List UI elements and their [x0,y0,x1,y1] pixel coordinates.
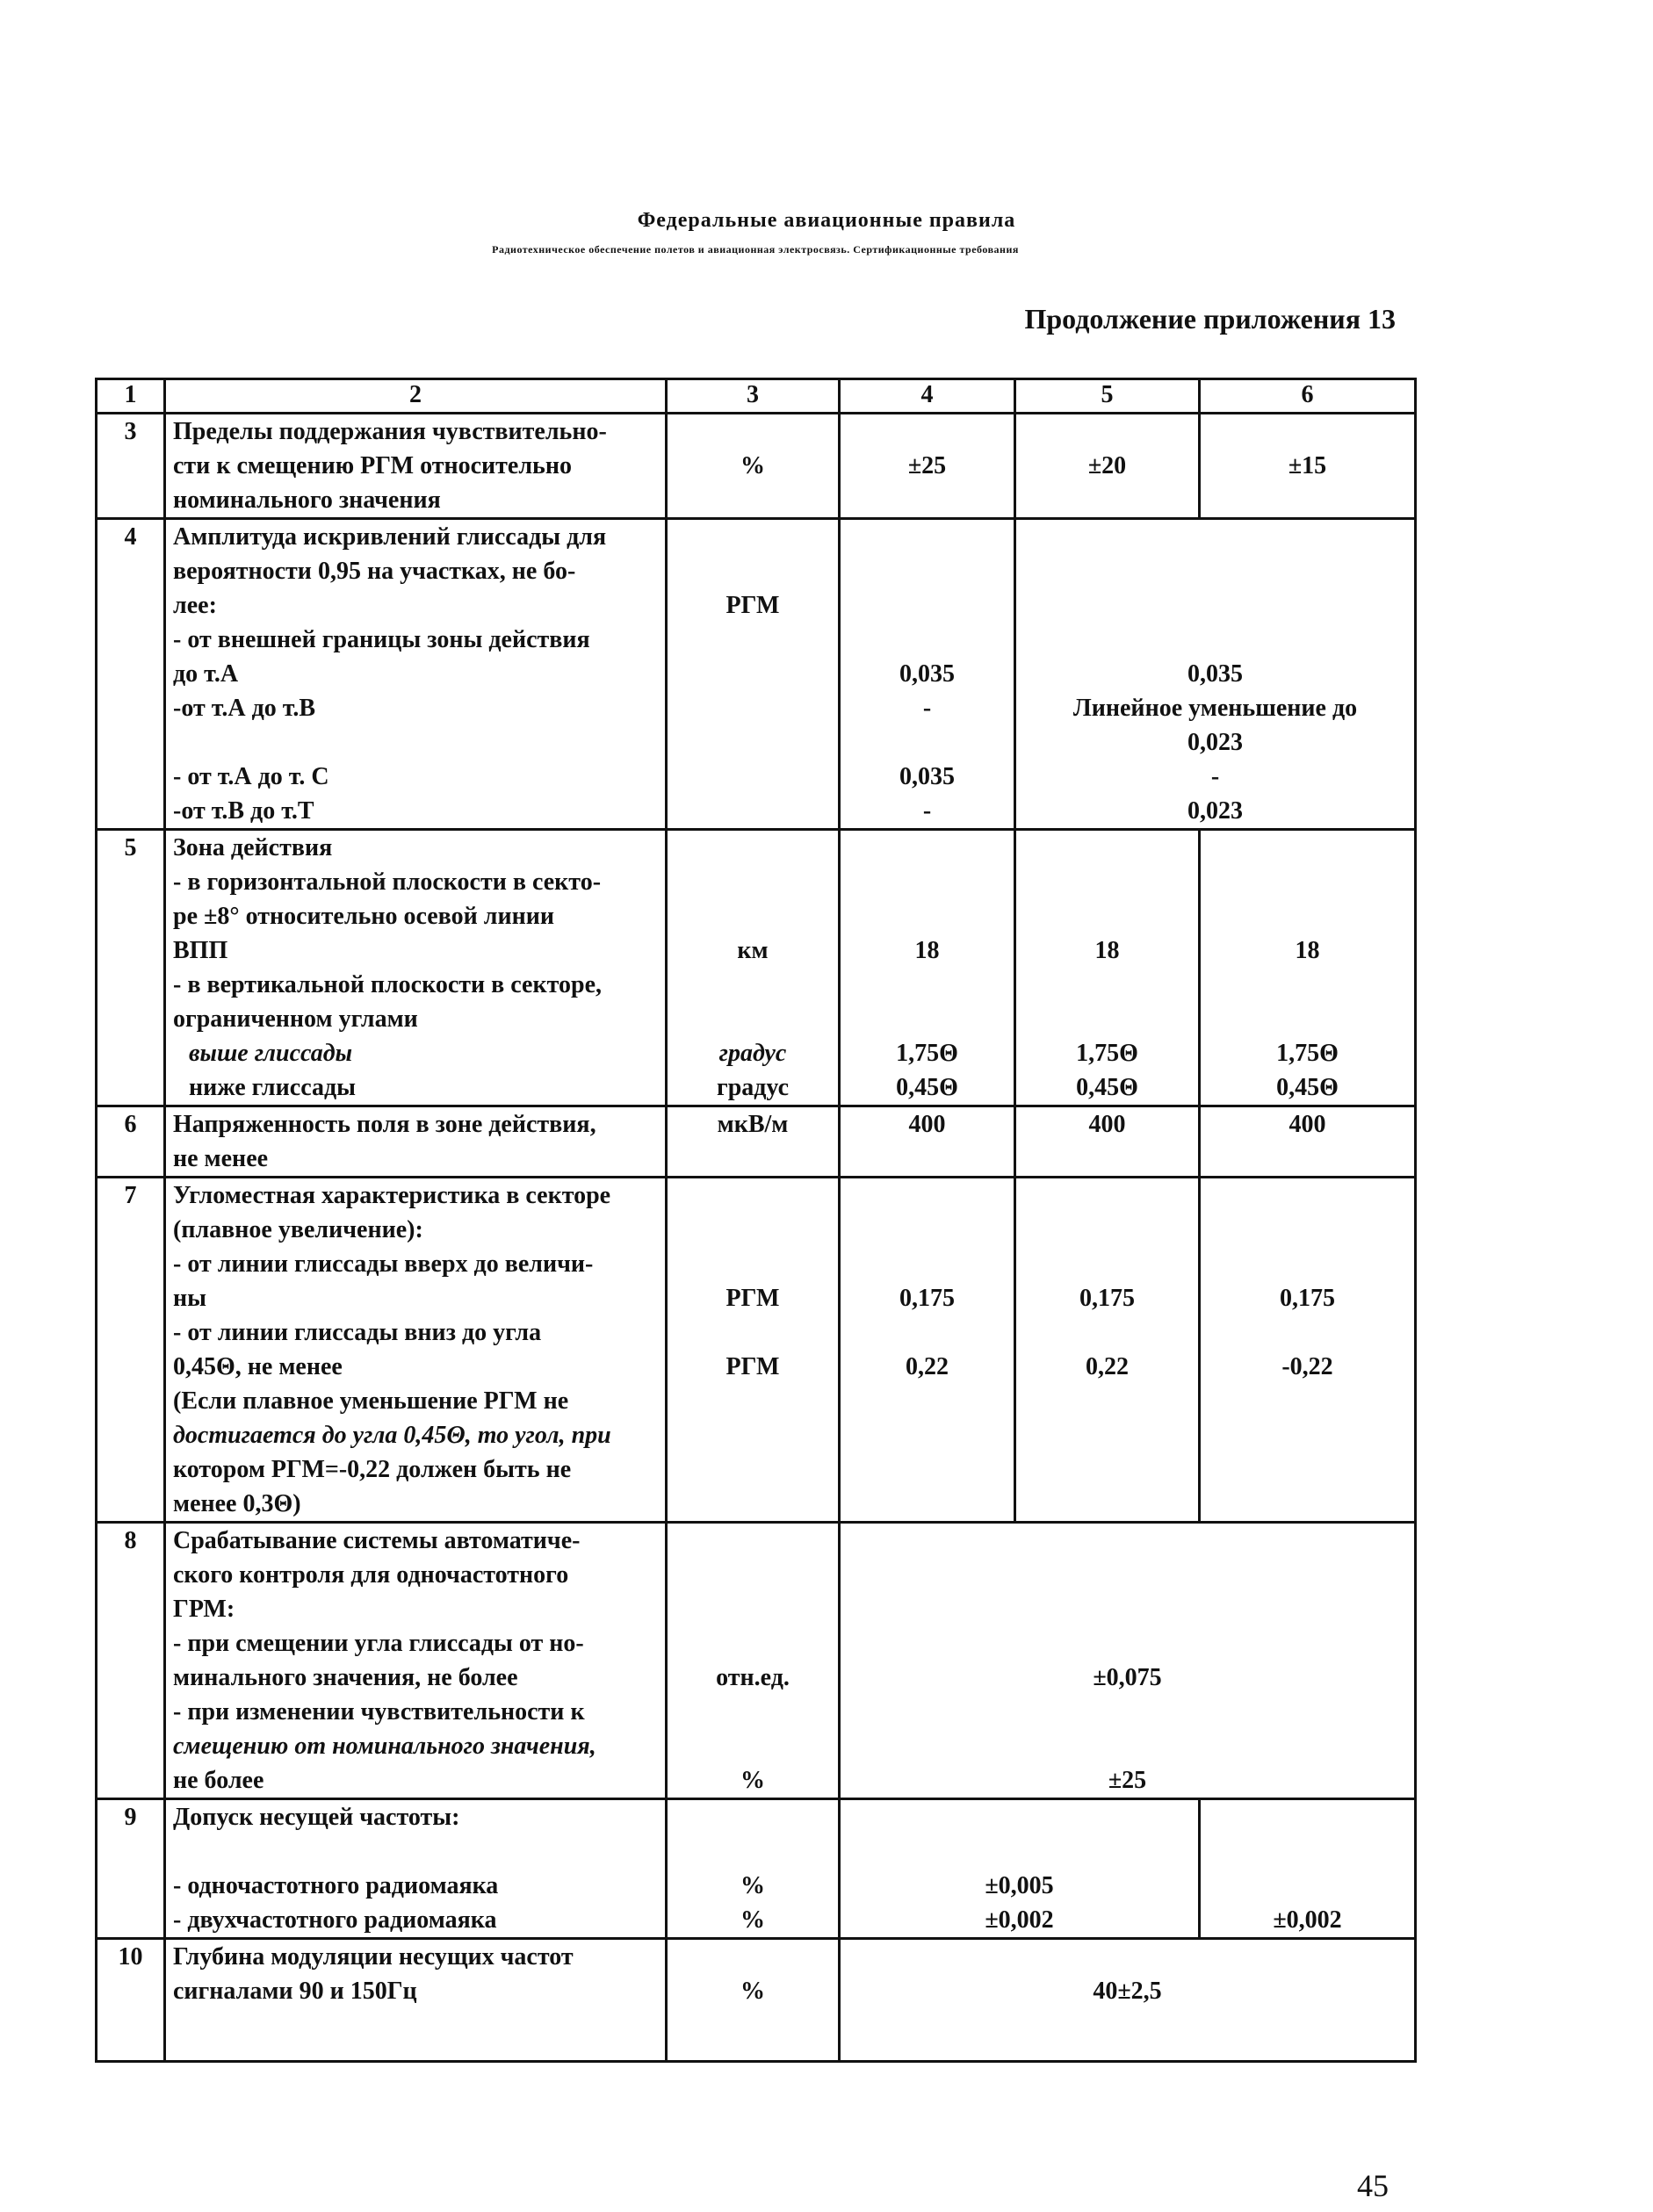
row-number: 8 [97,1523,165,1799]
table-row [97,1106,1416,1178]
unit-cell: км градус градус [667,830,840,1106]
value-cell: 400 [1015,1106,1200,1178]
row-description: Амплитуда искривлений глиссады для вероятности 0,95 на участках, не бо- лее: - от внешней границы зоны действия до т.А -от т.А до т.В - от т.А до т. С -от т.В до т.Т [165,519,667,830]
unit-cell: мкВ/м [667,1106,840,1178]
merged-value-cell: ±0,075 ±25 [840,1523,1416,1799]
row-number: 7 [97,1178,165,1523]
row-description: Пределы поддержания чувствительно- сти к смещению РГМ относительно номинального значения [165,414,667,519]
value-cell: 400 [1200,1106,1416,1178]
table-row [97,414,1416,519]
merged-value-cell: ±0,005 ±0,002 [840,1799,1200,1939]
row-description: Угломестная характеристика в секторе (плавное увеличение): - от линии глиссады вверх до величи- ны - от линии глиссады вниз до угла 0,45Θ, не менее (Если плавное уменьшение РГМ не достигается до угла 0,45Θ, то угол, при котором РГМ=-0,22 должен быть не менее 0,3Θ) [165,1178,667,1523]
row-description: Глубина модуляции несущих частот сигналами 90 и 150Гц [165,1939,667,2062]
table-header-row [97,379,1416,414]
unit-cell: отн.ед. % [667,1523,840,1799]
row-description: Допуск несущей частоты: - одночастотного радиомаяка - двухчастотного радиомаяка [165,1799,667,1939]
column-header: 3 [667,379,840,414]
table-row [97,519,1416,830]
value-cell: ±20 [1015,414,1200,519]
column-header: 4 [840,379,1015,414]
unit-cell: РГМ [667,519,840,830]
table-row [97,1523,1416,1799]
row-number: 6 [97,1106,165,1178]
value-cell: 18 1,75Θ 0,45Θ [840,830,1015,1106]
table-row [97,1799,1416,1939]
value-cell: ±15 [1200,414,1416,519]
unit-cell: % % [667,1799,840,1939]
row-number: 9 [97,1799,165,1939]
value-cell: 0,175 0,22 [840,1178,1015,1523]
row-description: Напряженность поля в зоне действия, не менее [165,1106,667,1178]
unit-cell: РГМ РГМ [667,1178,840,1523]
value-cell: ±25 [840,414,1015,519]
value-cell: 0,035 - 0,035 - [840,519,1015,830]
value-cell: 0,175 -0,22 [1200,1178,1416,1523]
row-description: Срабатывание системы автоматиче- ского контроля для одночастотного ГРМ: - при смещении угла глиссады от но- минального значения, не более - при изменении чувствительности к смещению от номинального значения, не более [165,1523,667,1799]
appendix-continuation: Продолжение приложения 13 [1024,303,1396,335]
row-number: 3 [97,414,165,519]
merged-value-cell: 40±2,5 [840,1939,1416,2062]
column-header: 1 [97,379,165,414]
document-title: Федеральные авиационные правила [637,209,1016,232]
merged-value-cell: 0,035 Линейное уменьшение до 0,023 - 0,023 [1015,519,1416,830]
value-cell: 0,175 0,22 [1015,1178,1200,1523]
row-number: 10 [97,1939,165,2062]
page-number: 45 [1357,2168,1389,2203]
column-header: 5 [1015,379,1200,414]
table-row [97,1939,1416,2062]
value-cell: 400 [840,1106,1015,1178]
document-subtitle: Радиотехническое обеспечение полетов и авиационная электросвязь. Сертификационные требования [492,243,1019,256]
value-cell: ±0,002 [1200,1799,1416,1939]
row-number: 5 [97,830,165,1106]
requirements-table [95,378,1417,2063]
table-row [97,830,1416,1106]
column-header: 2 [165,379,667,414]
unit-cell: % [667,414,840,519]
table-row [97,1178,1416,1523]
value-cell: 18 1,75Θ 0,45Θ [1015,830,1200,1106]
row-description: Зона действия - в горизонтальной плоскости в секто- ре ±8° относительно осевой линии ВПП - в вертикальной плоскости в секторе, ограниченном углами выше глиссады ниже глиссады [165,830,667,1106]
unit-cell: % [667,1939,840,2062]
value-cell: 18 1,75Θ 0,45Θ [1200,830,1416,1106]
column-header: 6 [1200,379,1416,414]
row-number: 4 [97,519,165,830]
